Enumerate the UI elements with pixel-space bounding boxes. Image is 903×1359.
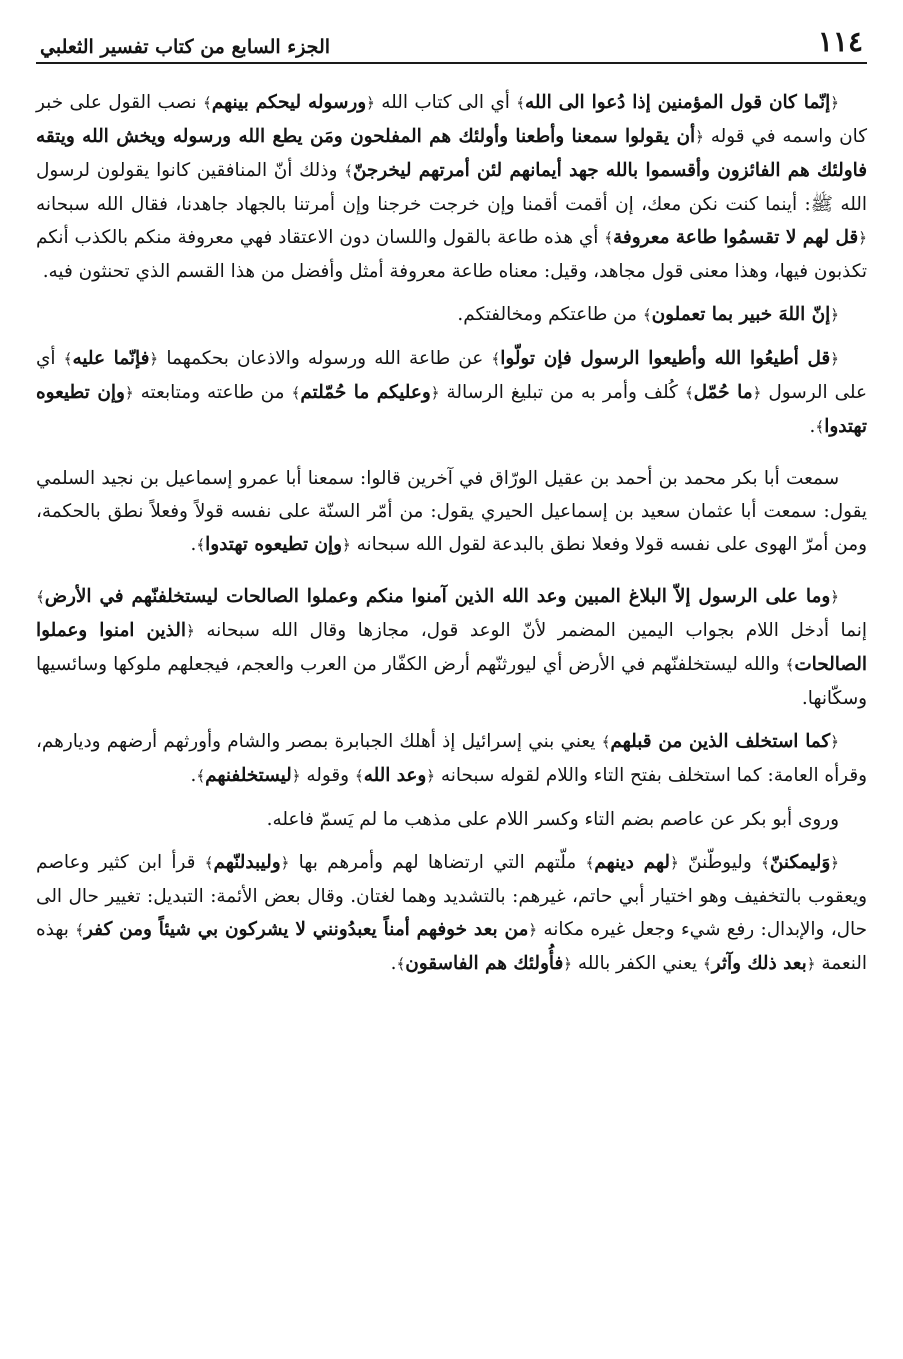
ornate-bracket-open-icon: ﴿ [695,128,704,146]
commentary-text: . [190,534,197,555]
ornate-bracket-open-icon: ﴿ [830,306,839,324]
quote-text: كما استخلف الذين من قبلهم [610,731,831,752]
commentary-text: والله ليستخلفنّهم في الأرض أي ليورثنّهم أرض الكفّار من العرب والعجم، فيجعلهم ملوكها وسائسيها وسكّانها. [36,654,867,709]
quran-quote [196,765,300,786]
ornate-bracket-close-icon: ﴾ [702,955,712,973]
quote-text: إنّما كان قول المؤمنين إذا دُعوا الى الله [525,92,831,113]
quran-quote [396,953,572,974]
commentary-text: . [390,953,397,974]
commentary-text: سمعت أبا بكر محمد بن أحمد بن عقيل الورّاق في آخرين قالوا: سمعنا أبا عمرو إسماعيل بن نجيد السلمي يقول: سمعت أبا عثمان سعيد بن إسماعيل الحيري يقول: من أمّر السنّة على نفسه قولاً وفعلاً نطق بالحكمة، ومن أمرّ الهوى على نفسه قولا وفعلا نطق بالبدعة لقول الله سبحانه [36,468,867,555]
ornate-bracket-close-icon: ﴾ [604,229,614,247]
commentary-text: . [190,765,197,786]
commentary-text: وليوطّننّ [678,852,762,873]
commentary-text: قرأ ابن كثير وعاصم ويعقوب بالتخفيف وهو اختيار أبي حاتم، غيرهم: بالتشديد وهما لغتان. وقال بعض الأئمة: التبديل: تغيير حال الى حال، والإبدال: رفع شيء وجعل غيره مكانه [36,852,868,940]
paragraph [36,725,867,793]
commentary-text: إنما أدخل اللام بجواب اليمين المضمر لأنّ الوعد قول، مجازها وقال الله سبحانه [194,620,867,641]
quote-text: إنّ اللهَ خبير بما تعملون [651,304,831,325]
quran-quote [196,534,350,555]
ornate-bracket-open-icon: ﴿ [830,733,839,751]
quote-text: وإن تطيعوه تهتدوا [205,534,342,555]
quran-quote [36,586,839,607]
paragraph [36,846,867,981]
quote-text: أن يقولوا سمعنا وأطعنا وأولئك هم المفلحون ومَن يطع الله ورسوله ويخش الله ويتقه فاولئك هم الفائزون وأقسموا بالله جهد أيمانهم لئن أمرتهم ليخرجنّ [36,126,867,181]
ornate-bracket-open-icon: ﴿ [858,229,868,247]
ornate-bracket-close-icon: ﴾ [785,656,795,674]
commentary-text: من طاعته ومتابعته [133,382,292,403]
paragraph [36,803,867,836]
ornate-bracket-open-icon: ﴿ [830,350,839,368]
ornate-bracket-open-icon: ﴿ [149,350,159,368]
quote-text: لهم دينهم [594,852,670,873]
quote-text: بعد ذلك وآثر [711,953,807,974]
commentary-text: يعني الكفر بالله [572,953,703,974]
quote-text: قل لهم لا تقسمُوا طاعة معروفة [613,227,859,248]
ornate-bracket-open-icon: ﴿ [124,384,134,402]
commentary-text: أي الى كتاب الله [374,92,517,113]
quote-text: وإن تطيعوه تهتدوا [36,382,867,437]
commentary-text: أي على الرسول [36,348,867,403]
quran-quote [643,304,839,325]
ornate-bracket-open-icon: ﴿ [806,955,816,973]
ornate-bracket-open-icon: ﴿ [280,854,290,872]
ornate-bracket-open-icon: ﴿ [752,384,762,402]
commentary-text: عن طاعة الله ورسوله والاذعان بحكمهما [158,348,492,369]
paragraph [36,298,867,332]
quran-quote [604,227,867,248]
quran-quote [491,348,839,369]
ornate-bracket-close-icon: ﴾ [75,921,85,939]
page-body [36,64,867,981]
commentary-text: وذلك أنّ المنافقين كانوا يقولون لرسول الله ﷺ: أينما كنت نكن معك، إن أقمت أقمنا وإن خرجت خرجنا وإن أمرتنا بالجهاد جاهدنا، فقال الله سبحانه [36,160,867,215]
ornate-bracket-close-icon: ﴾ [202,94,212,112]
commentary-text: . [809,416,816,437]
ornate-bracket-close-icon: ﴾ [344,162,353,180]
quote-text: وَليمكننّ [769,852,831,873]
quran-quote [355,765,435,786]
commentary-text: وروى أبو بكر عن عاصم بضم التاء وكسر اللام على مذهب ما لم يَسمّ فاعله. [266,809,839,830]
quran-quote [292,382,440,403]
ornate-bracket-close-icon: ﴾ [63,350,73,368]
ornate-bracket-close-icon: ﴾ [815,418,825,436]
paragraph [36,462,867,562]
ornate-bracket-open-icon: ﴿ [669,854,679,872]
ornate-bracket-close-icon: ﴾ [396,955,406,973]
quran-quote [761,852,839,873]
ornate-bracket-open-icon: ﴿ [830,854,839,872]
ornate-bracket-open-icon: ﴿ [528,921,538,939]
ornate-bracket-open-icon: ﴿ [185,622,195,640]
quote-text: ورسوله ليحكم بينهم [211,92,367,113]
ornate-bracket-close-icon: ﴾ [196,536,206,554]
commentary-text: نصب القول على خبر كان واسمه في قوله [36,92,867,147]
ornate-bracket-open-icon: ﴿ [426,767,436,785]
quote-text: وليبدلنّهم [213,852,281,873]
ornate-bracket-close-icon: ﴾ [291,384,301,402]
quran-quote [703,953,816,974]
quote-text: وما على الرسول إلاّ البلاغ المبين وعد الله الذين آمنوا منكم وعملوا الصالحات ليستخلفنّهم في الأرض [44,586,831,607]
ornate-bracket-open-icon: ﴿ [830,588,839,606]
quran-quote [205,852,290,873]
ornate-bracket-close-icon: ﴾ [36,588,45,606]
commentary-text: وقوله [300,765,355,786]
running-title: الجزء السابع من كتاب تفسير الثعلبي [40,36,331,58]
quran-quote [585,852,678,873]
ornate-bracket-close-icon: ﴾ [491,350,501,368]
quran-quote [602,731,839,752]
quran-quote [685,382,762,403]
quote-text: قل أطيعُوا الله وأطيعوا الرسول فإن تولّوا [500,348,831,369]
quote-text: وعد الله [363,765,427,786]
ornate-bracket-close-icon: ﴾ [761,854,770,872]
commentary-text: بهذه النعمة [36,919,867,974]
commentary-text: يعني بني إسرائيل إذ أهلك الجبابرة بمصر والشام وأورثهم أرضهم وديارهم، وقرأه العامة: كما استخلف بفتح التاء واللام لقوله سبحانه [36,731,867,786]
ornate-bracket-close-icon: ﴾ [204,854,214,872]
ornate-bracket-open-icon: ﴿ [830,94,840,112]
ornate-bracket-close-icon: ﴾ [684,384,694,402]
ornate-bracket-close-icon: ﴾ [354,767,364,785]
page-header [36,12,867,64]
commentary-text: ملّتهم التي ارتضاها لهم وأمرهم بها [289,852,586,873]
paragraph [36,342,867,444]
ornate-bracket-open-icon: ﴿ [342,536,351,554]
quote-text: فأُولئك هم الفاسقون [405,953,564,974]
paragraph [36,86,867,288]
quote-text: من بعد خوفهم أمناً يعبدُونني لا يشركون بي شيئاً ومن كفر [84,919,529,940]
ornate-bracket-close-icon: ﴾ [516,94,526,112]
commentary-text: كُلف وأمر به من تبليغ الرسالة [439,382,685,403]
commentary-text: أي هذه طاعة بالقول واللسان دون الاعتقاد فهي معروفة منكم بالكذب أنكم تكذبون فيها، وهذا معنى قول مجاهد، وقيل: معناه طاعة معروفة أمثل وأفضل من هذا القسم الذي تحنثون فيه. [36,227,867,282]
quran-quote [75,919,537,940]
paragraph [36,580,867,715]
ornate-bracket-close-icon: ﴾ [642,306,652,324]
quran-quote [64,348,159,369]
commentary-text: من طاعتكم ومخالفتكم. [457,304,643,325]
quote-text: ليستخلفنهم [205,765,292,786]
quran-quote [516,92,839,113]
ornate-bracket-open-icon: ﴿ [291,767,301,785]
page-number: ١١٤ [817,25,863,58]
quran-quote [203,92,375,113]
quote-text: ما حُمّل [693,382,753,403]
quote-text: وعليكم ما حُمّلتم [300,382,431,403]
ornate-bracket-open-icon: ﴿ [563,955,573,973]
quote-text: فإنّما عليه [72,348,150,369]
ornate-bracket-open-icon: ﴿ [430,384,440,402]
quote-text: الذين امنوا وعملوا الصالحات [36,620,867,675]
ornate-bracket-close-icon: ﴾ [601,733,611,751]
ornate-bracket-close-icon: ﴾ [196,767,206,785]
ornate-bracket-open-icon: ﴿ [366,94,375,112]
ornate-bracket-close-icon: ﴾ [585,854,595,872]
